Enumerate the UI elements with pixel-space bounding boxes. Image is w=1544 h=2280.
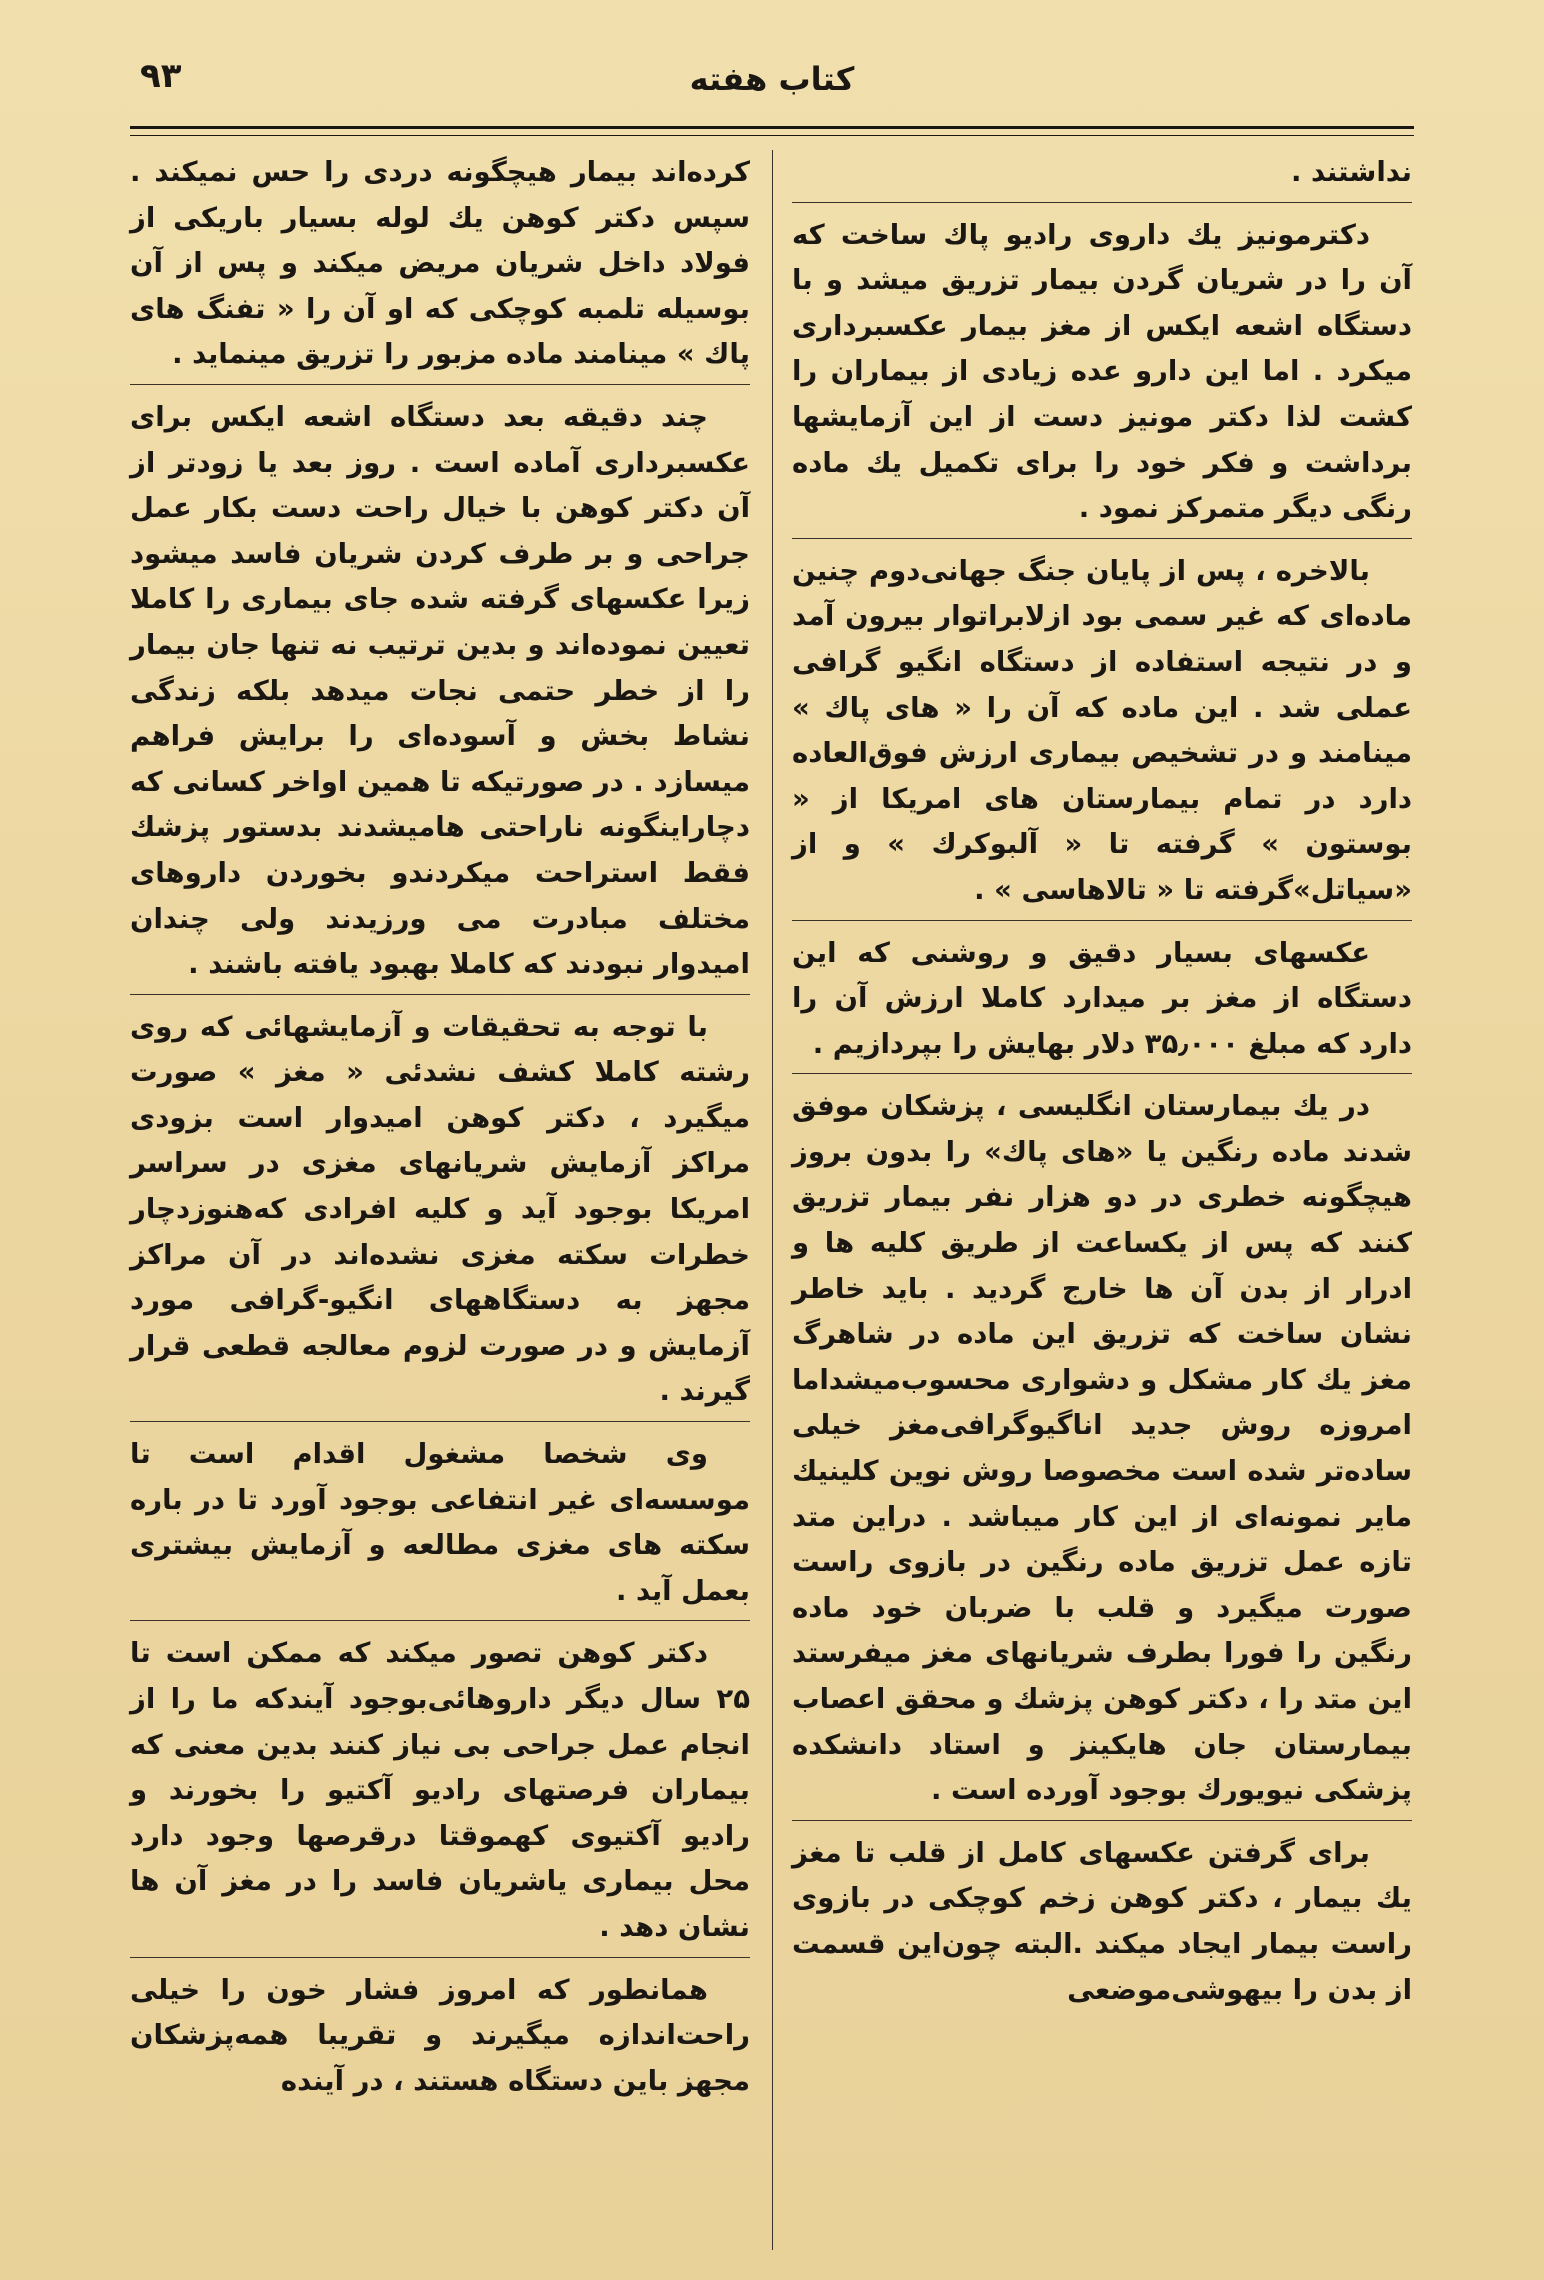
paragraph: دکترمونیز یك داروی رادیو پاك ساخت که آن را در شریان گردن بیمار تزریق میشد و با دستگاه اشعه ایکس از مغز بیمار عکسبرداری میکرد . اما این دارو عده زیادی از بیماران را کشت لذا دکتر مونیز دست از این آزمایشها برداشت و فکر خود را برای تکمیل یك ماده رنگی دیگر متمرکز نمود . bbox=[792, 213, 1412, 539]
right-column bbox=[792, 150, 1412, 2250]
paragraph: چند دقیقه بعد دستگاه اشعه ایکس برای عکسبرداری آماده است . روز بعد یا زودتر از آن دکتر کوهن با خیال راحت دست بکار عمل جراحی و بر طرف کردن شریان فاسد میشود زیرا عکسهای گرفته شده جای بیماری را کاملا تعیین نموده‌اند و بدین ترتیب نه تنها جان بیمار را از خطر حتمی نجات میدهد بلکه زندگی نشاط بخش و آسوده‌ای را برایش فراهم میسازد . در صورتیکه تا همین اواخر کسانی که دچاراینگونه ناراحتی هامیشدند بدستور پزشك فقط استراحت میکردندو بخوردن داروهای مختلف مبادرت می ورزیدند ولی چندان امیدوار نبودند که کاملا بهبود یافته باشند . bbox=[130, 395, 750, 995]
column-divider bbox=[772, 150, 773, 2250]
paragraph: نداشتند . bbox=[792, 150, 1412, 203]
paragraph: با توجه به تحقیقات و آزمایشهائی که روی رشته کاملا کشف نشدئی « مغز » صورت میگیرد ، دکتر کوهن امیدوار است بزودی مراکز آزمایش شریانهای مغزی در سراسر امریکا بوجود آید و کلیه افرادی که‌هنوزدچار خطرات سکته مغزی نشده‌اند در آن مراکز مجهز به دستگاههای انگیو-گرافی مورد آزمایش و در صورت لزوم معالجه قطعی قرار گیرند . bbox=[130, 1005, 750, 1422]
running-title: کتاب هفته bbox=[689, 60, 855, 98]
header-rule bbox=[130, 126, 1414, 136]
left-column bbox=[130, 150, 750, 2250]
paragraph: وی شخصا مشغول اقدام است تا موسسه‌ای غیر انتفاعی بوجود آورد تا در باره سکته های مغزی مطالعه و آزمایش بیشتری بعمل آید . bbox=[130, 1432, 750, 1621]
paragraph: بالاخره ، پس از پایان جنگ جهانی‌دوم چنین ماده‌ای که غیر سمی بود ازلابراتوار بیرون آمد و در نتیجه استفاده از دستگاه انگیو گرافی عملی شد . این ماده که آن را « های پاك » مینامند و در تشخیص بیماری ارزش فوق‌العاده دارد در تمام بیمارستان های امریکا از « بوستون » گرفته تا « آلبوکرك » و از «سیاتل»گرفته تا « تالاهاسی » . bbox=[792, 549, 1412, 921]
paragraph: همانطور که امروز فشار خون را خیلی راحت‌اندازه میگیرند و تقریبا همه‌پزشکان مجهز باین دستگاه هستند ، در آینده bbox=[130, 1973, 750, 2097]
paragraph: دکتر کوهن تصور میکند که ممکن است تا ۲۵ سال دیگر داروهائی‌بوجود آیندکه ما را از انجام عمل جراحی بی نیاز کنند بدین معنی که بیماران فرصتهای رادیو آکتیو را بخورند و رادیو آکتیوی کهموقتا درقرصها وجود دارد محل بیماری یاشریان فاسد را در مغز آن ها نشان دهد . bbox=[130, 1631, 750, 1957]
paragraph: کرده‌اند بیمار هیچگونه دردی را حس نمیکند . سپس دکتر کوهن یك لوله بسیار باریکی از فولاد داخل شریان مریض میکند و پس از آن بوسیله تلمبه کوچکی که او آن را « تفنگ های پاك » مینامند ماده مزبور را تزریق مینماید . bbox=[130, 150, 750, 385]
paragraph: برای گرفتن عکسهای کامل از قلب تا مغز یك بیمار ، دکتر کوهن زخم کوچکی در بازوی راست بیمار ایجاد میکند .البته چون‌این قسمت از بدن را بیهوشی‌موضعی bbox=[792, 1836, 1412, 2006]
paragraph: در یك بیمارستان انگلیسی ، پزشکان موفق شدند ماده رنگین یا «های پاك» را بدون بروز هیچگونه خطری در دو هزار نفر بیمار تزریق کنند که پس از یکساعت از طریق کلیه ها و ادرار از بدن آن ها خارج گردید . باید خاطر نشان ساخت که تزریق این ماده در شاهرگ مغز یك کار مشکل و دشواری محسوب‌میشداما امروزه روش جدید اناگیوگرافی‌مغز خیلی ساده‌تر شده است مخصوصا روش نوین کلینیك مایر نمونه‌ای از این کار میباشد . دراین متد تازه عمل تزریق ماده رنگین در بازوی راست صورت میگیرد و قلب با ضربان خود ماده رنگین را فورا بطرف شریانهای مغز میفرستد این متد را ، دکتر کوهن پزشك و محقق اعصاب بیمارستان جان هایکینز و استاد دانشکده پزشکی نیویورك بوجود آورده است . bbox=[792, 1084, 1412, 1821]
paragraph: عکسهای بسیار دقیق و روشنی که این دستگاه از مغز بر میدارد کاملا ارزش آن را دارد که مبلغ ۳۵٫۰۰۰ دلار بهایش را بپردازیم . bbox=[792, 931, 1412, 1075]
page-number: ۹۳ bbox=[140, 56, 182, 96]
page-header bbox=[130, 52, 1414, 122]
